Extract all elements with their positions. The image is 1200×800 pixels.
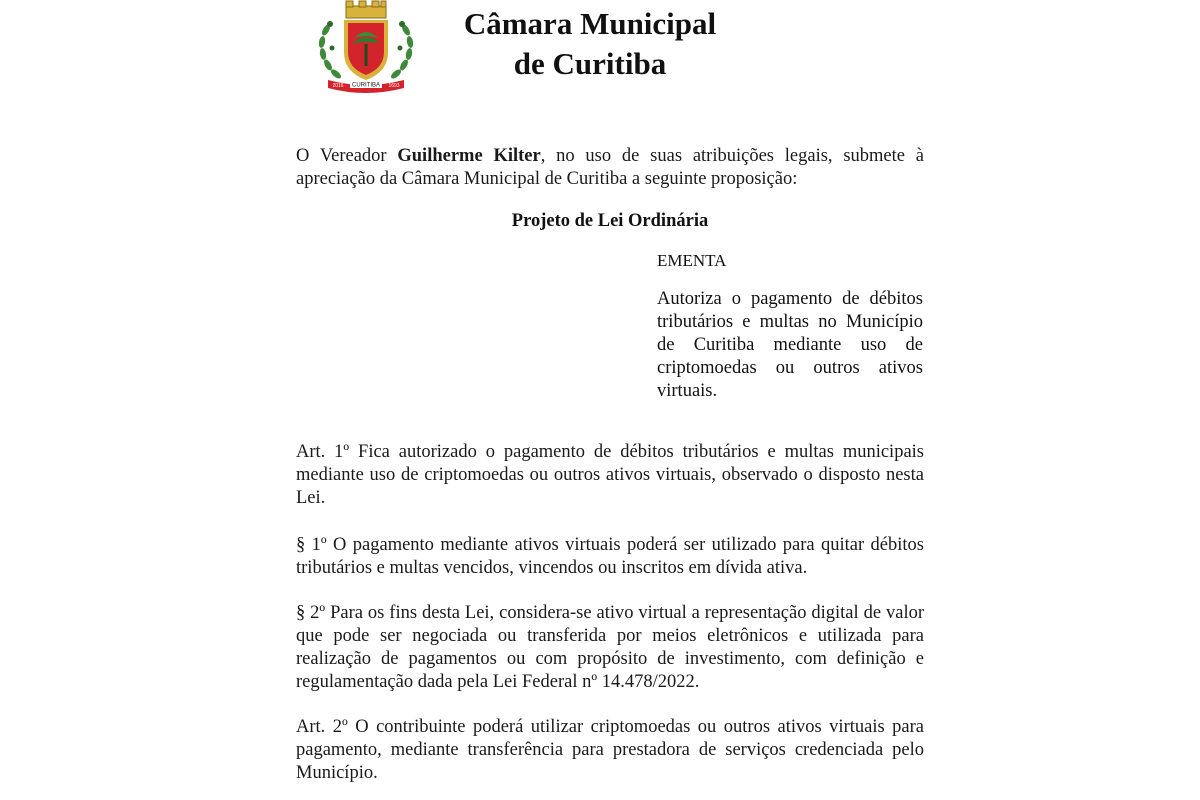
curitiba-coat-of-arms-logo [312,0,420,96]
svg-text:2016: 2016 [332,83,344,89]
svg-text:CURITIBA: CURITIBA [351,82,381,89]
intro-prefix: O Vereador [296,146,398,166]
ementa-text: Autoriza o pagamento de débitos tributários e multas no Município de Curitiba mediante uso de criptomoedas ou outros ativos virtuais. [657,289,923,401]
institution-title-line1: Câmara Municipal [463,6,717,41]
article-1: Art. 1º Fica autorizado o pagamento de débitos tributários e multas municipais mediante uso de criptomoedas ou outros ativos virtuais, observado o disposto nesta Lei. [296,442,924,508]
ementa-label: EMENTA [657,251,727,270]
councilor-name: Guilherme Kilter [397,146,541,166]
svg-text:1693: 1693 [388,83,400,89]
project-title: Projeto de Lei Ordinária [511,211,709,231]
intro-paragraph [296,145,924,191]
institution-title [440,4,740,84]
article-1-paragraph-2: § 2º Para os fins desta Lei, considera-se ativo virtual a representação digital de valor que pode ser negociada ou transferida por meios eletrônicos e utilizada para realização de pagamentos ou com propósito de investimento, com definição e regulamentação dada pela Lei Federal nº 14.478/2022. [296,603,924,692]
article-2: Art. 2º O contribuinte poderá utilizar criptomoedas ou outros ativos virtuais para pagamento, mediante transferência para prestadora de serviços credenciada pelo Município. [296,717,924,783]
institution-title-line2: de Curitiba [513,46,667,81]
article-1-paragraph-1: § 1º O pagamento mediante ativos virtuais poderá ser utilizado para quitar débitos tributários e multas vencidos, vincendos ou inscritos em dívida ativa. [296,535,924,578]
intro-suffix: , no uso de suas atribuições legais, submete à apreciação da Câmara Municipal de Curitiba a seguinte proposição: [296,146,924,189]
